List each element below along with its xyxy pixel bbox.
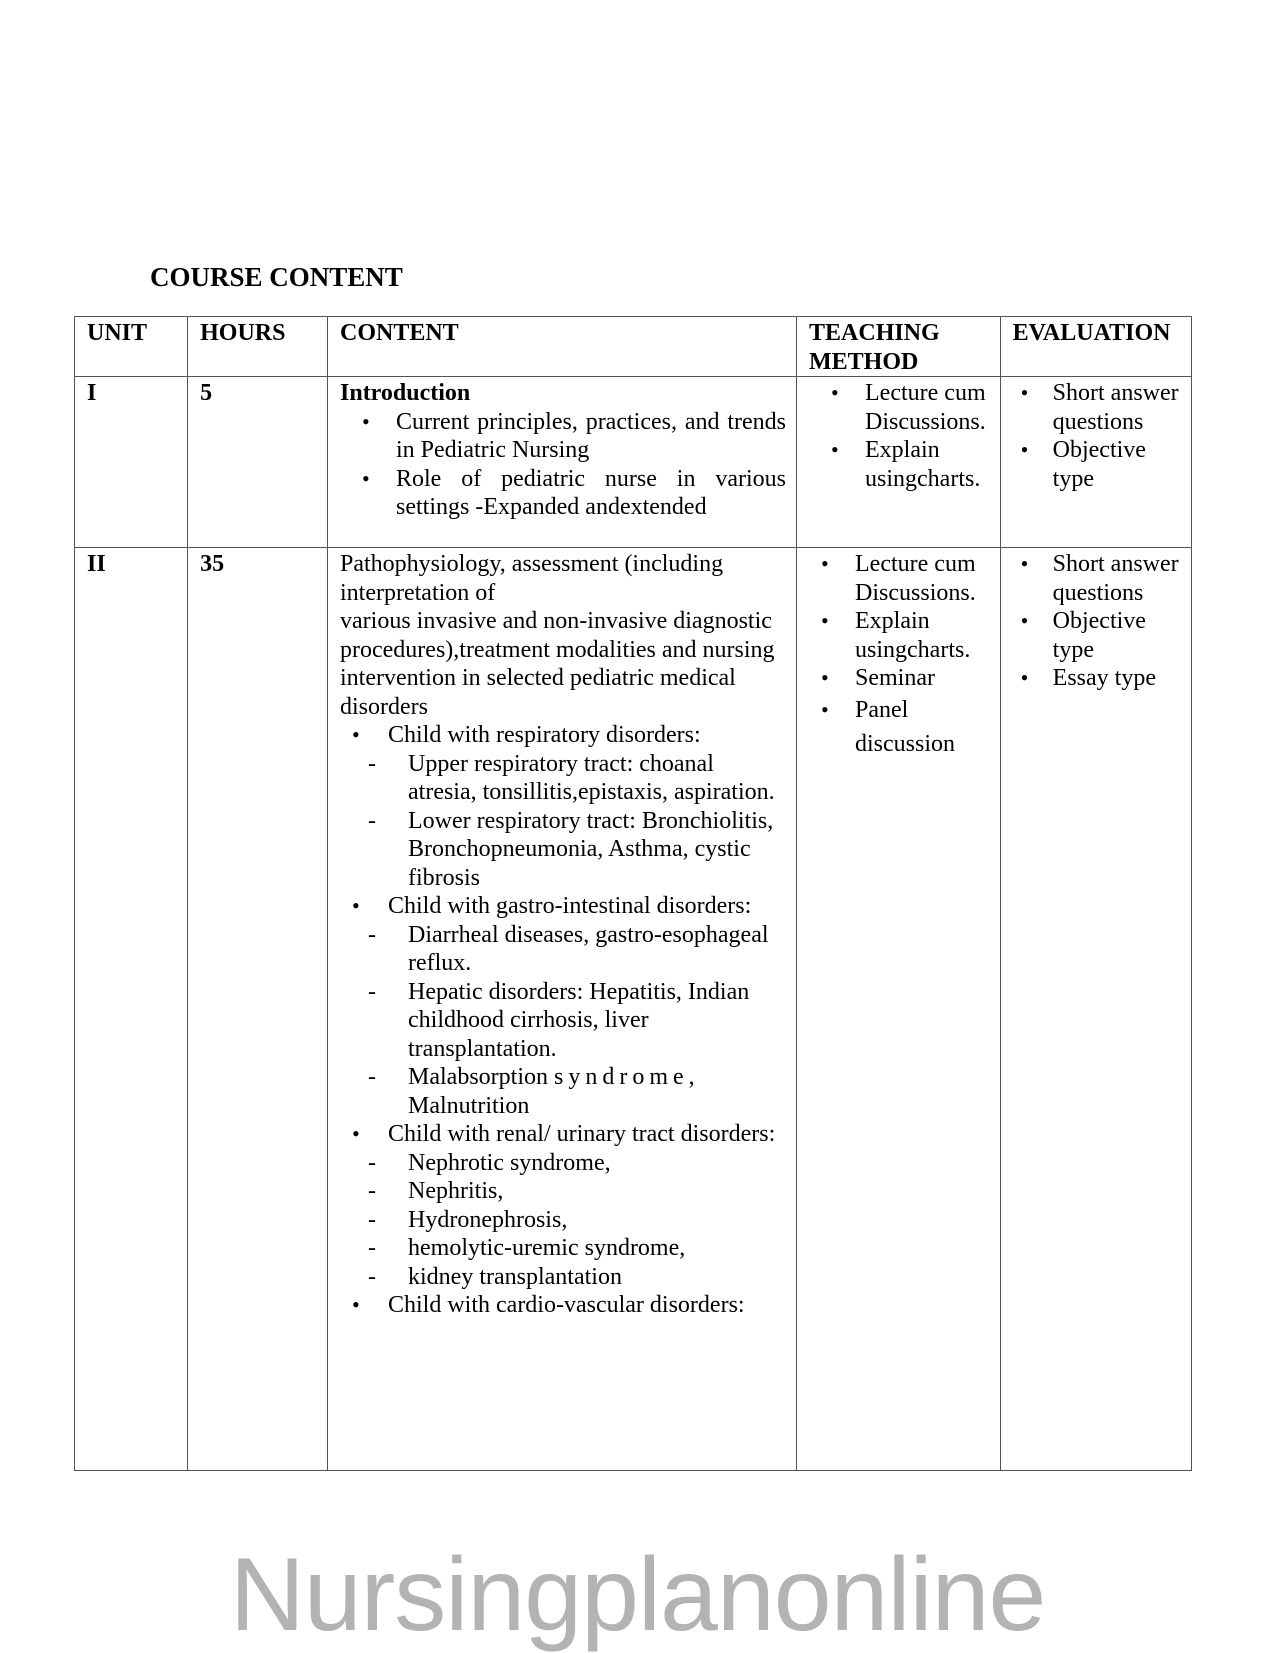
unit-cell: II: [75, 548, 188, 1471]
hours-cell: 35: [188, 548, 328, 1471]
sub-list-item: - Diarrheal diseases, gastro-esophageal reflux.: [340, 921, 786, 978]
hours-cell: 5: [188, 377, 328, 548]
list-item: • Child with cardio-vascular disorders:: [340, 1291, 786, 1320]
content-cell: [328, 548, 797, 1471]
sub-list-item: - Lower respiratory tract: Bronchiolitis, Bronchopneumonia, Asthma, cystic fibrosis: [340, 807, 786, 893]
list-item: • Seminar: [809, 664, 990, 693]
list-item: • Lecture cum Discussions.: [809, 379, 990, 436]
list-item: • Child with respiratory disorders:: [340, 721, 786, 750]
list-item: • Objective type: [1013, 607, 1181, 664]
list-item: • Explain usingcharts.: [809, 607, 990, 664]
content-list: [340, 721, 786, 1320]
evaluation-cell: [1000, 548, 1191, 1471]
list-item: • Lecture cum Discussions.: [809, 550, 990, 607]
sub-list-item: - Hydronephrosis,: [340, 1206, 786, 1235]
header-content: CONTENT: [328, 317, 797, 377]
sub-list-item: - Nephritis,: [340, 1177, 786, 1206]
sub-list-item: - hemolytic-uremic syndrome,: [340, 1234, 786, 1263]
sub-list-item: - Malabsorption syndrome, Malnutrition: [340, 1063, 786, 1120]
list-item: • Current principles, practices, and trends in Pediatric Nursing: [340, 408, 786, 465]
content-intro: Pathophysiology, assessment (including interpretation of: [340, 551, 724, 606]
sub-list-item: - Nephrotic syndrome,: [340, 1149, 786, 1178]
list-item: • Essay type: [1013, 664, 1181, 693]
table-row: [75, 548, 1192, 1471]
content-heading: Introduction: [340, 380, 471, 406]
table-row: [75, 377, 1192, 548]
list-item: • Objective type: [1013, 436, 1181, 493]
list-item: • Short answer questions: [1013, 379, 1181, 436]
header-evaluation: EVALUATION: [1000, 317, 1191, 377]
header-unit: UNIT: [75, 317, 188, 377]
page-title: COURSE CONTENT: [150, 262, 403, 292]
sub-list-item: - kidney transplantation: [340, 1263, 786, 1292]
header-teaching-method: TEACHING METHOD: [797, 317, 1001, 377]
course-content-table: [74, 316, 1192, 1471]
table-header-row: [75, 317, 1192, 377]
list-item: • Panel discussion: [809, 693, 990, 761]
list-item: • Role of pediatric nurse in various settings -Expanded andextended: [340, 465, 786, 522]
list-item: • Explain usingcharts.: [809, 436, 990, 493]
evaluation-cell: [1000, 377, 1191, 548]
list-item: • Child with renal/ urinary tract disorders:: [340, 1120, 786, 1149]
content-cell: [328, 377, 797, 548]
list-item: • Child with gastro-intestinal disorders:: [340, 892, 786, 921]
watermark: Nursingplanonline: [229, 1537, 1046, 1653]
header-hours: HOURS: [188, 317, 328, 377]
content-intro: various invasive and non-invasive diagnostic procedures),treatment modalities and nursing intervention in selected pediatric medical disorders: [340, 608, 775, 720]
list-item: • Short answer questions: [1013, 550, 1181, 607]
sub-list-item: - Upper respiratory tract: choanal atresia, tonsillitis,epistaxis, aspiration.: [340, 750, 786, 807]
teaching-method-cell: [797, 548, 1001, 1471]
content-list: [340, 408, 786, 522]
sub-list-item: - Hepatic disorders: Hepatitis, Indian childhood cirrhosis, liver transplantation.: [340, 978, 786, 1064]
teaching-method-cell: [797, 377, 1001, 548]
unit-cell: I: [75, 377, 188, 548]
